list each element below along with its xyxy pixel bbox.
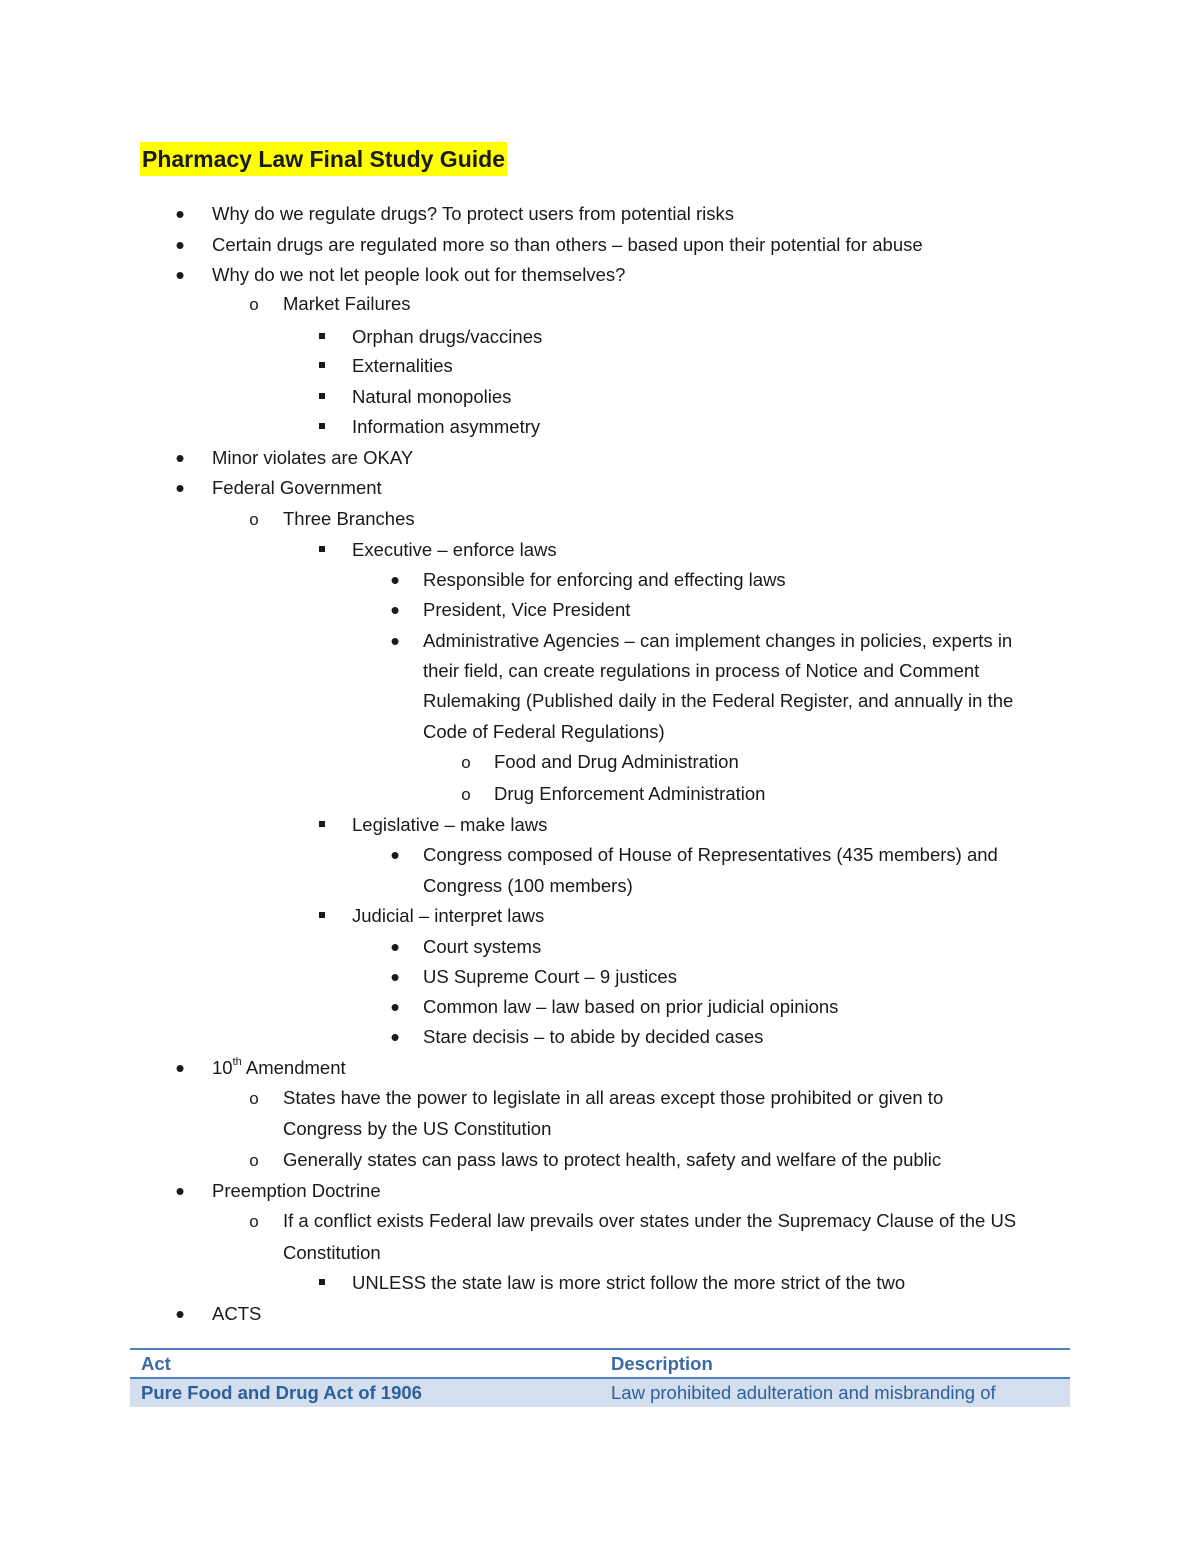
- square-bullet-icon: [312, 322, 332, 352]
- bullet-icon: [170, 1176, 190, 1209]
- square-bullet-icon: [312, 351, 332, 381]
- circle-bullet-icon: [456, 747, 476, 778]
- table-header-act: Act: [141, 1353, 171, 1374]
- bullet-icon: [385, 962, 405, 995]
- bullet-icon: [385, 595, 405, 628]
- circle-bullet-icon: [244, 1083, 264, 1114]
- bullet-icon: [170, 473, 190, 506]
- bullet-icon: [170, 1299, 190, 1332]
- bullet-icon: [170, 260, 190, 293]
- document-title: Pharmacy Law Final Study Guide: [140, 142, 507, 176]
- bullet-icon: [170, 443, 190, 476]
- square-bullet-icon: [312, 810, 332, 840]
- square-bullet-icon: [312, 412, 332, 442]
- circle-bullet-icon: [244, 504, 264, 535]
- table-header-row: [130, 1350, 1070, 1377]
- square-bullet-icon: [312, 901, 332, 931]
- amendment-heading: 10th Amendment: [212, 1055, 346, 1078]
- bullet-icon: [385, 1022, 405, 1055]
- table-cell-description: Law prohibited adulteration and misbranding of: [611, 1382, 996, 1403]
- bullet-icon: [170, 199, 190, 232]
- circle-bullet-icon: [456, 779, 476, 810]
- bullet-icon: [385, 932, 405, 965]
- bullet-icon: [170, 230, 190, 263]
- square-bullet-icon: [312, 1268, 332, 1298]
- square-bullet-icon: [312, 535, 332, 565]
- bullet-icon: [385, 840, 405, 873]
- square-bullet-icon: [312, 382, 332, 412]
- circle-bullet-icon: [244, 1145, 264, 1176]
- bullet-icon: [385, 565, 405, 598]
- table-row: [130, 1379, 1070, 1407]
- bullet-icon: [385, 626, 405, 659]
- bullet-icon: [385, 992, 405, 1025]
- circle-bullet-icon: [244, 289, 264, 320]
- table-header-description: Description: [611, 1353, 713, 1374]
- table-cell-act: Pure Food and Drug Act of 1906: [141, 1382, 422, 1403]
- bullet-icon: [170, 1053, 190, 1086]
- circle-bullet-icon: [244, 1206, 264, 1237]
